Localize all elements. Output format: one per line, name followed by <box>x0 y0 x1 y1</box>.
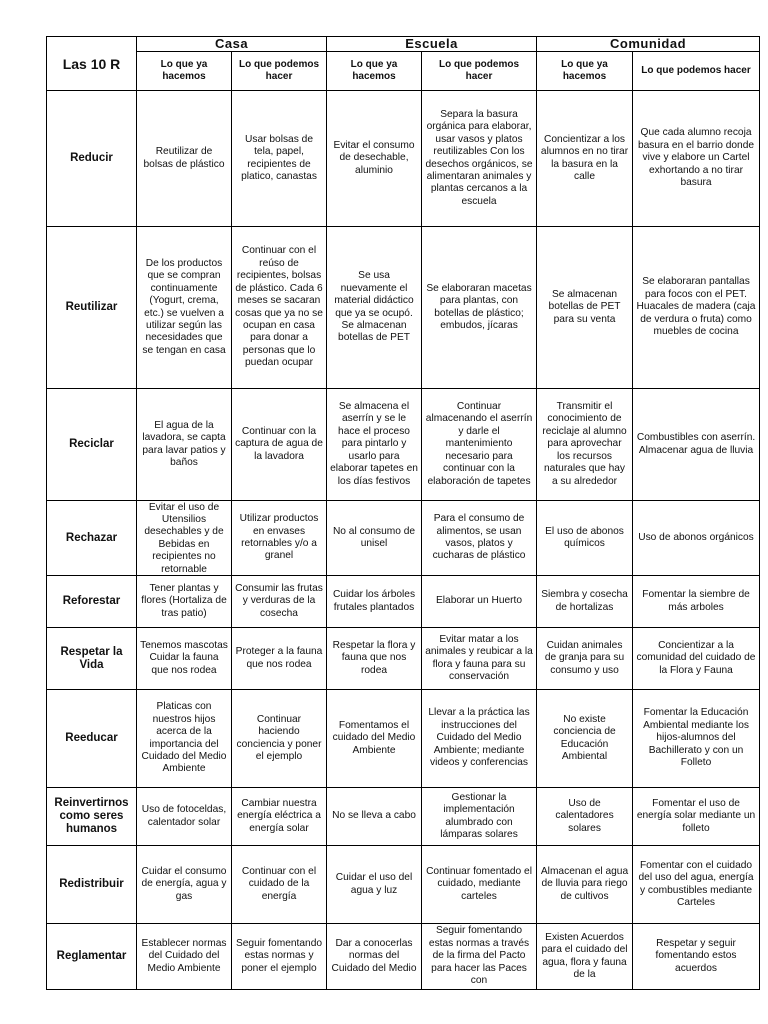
table-cell <box>232 576 327 628</box>
table-cell <box>633 690 760 788</box>
table-cell <box>537 924 633 990</box>
subheader-comunidad-hacemos: Lo que ya hacemos <box>537 52 633 91</box>
cell-text: Combustibles con aserrín. Almacenar agua de lluvia <box>636 432 756 456</box>
table-cell <box>137 690 232 788</box>
cell-text: Se almacenan botellas de PET para su venta <box>548 288 621 325</box>
table-cell <box>422 227 537 389</box>
cell-text: Se usa nuevamente el material didáctico que ya se ocupó. Se almacenan botellas de PET <box>334 270 414 344</box>
group-header-comunidad: Comunidad <box>537 37 760 52</box>
cell-text: Evitar el consumo de desechable, aluminio <box>333 139 415 176</box>
table-cell <box>232 690 327 788</box>
cell-text: Fomentar la siembre de más arboles <box>642 589 750 613</box>
table-cell <box>327 788 422 846</box>
table-cell <box>537 227 633 389</box>
cell-text: El uso de abonos químicos <box>545 525 624 549</box>
cell-text: Llevar a la práctica las instrucciones del Cuidado del Medio Ambiente; mediante videos y conferencias <box>428 707 530 769</box>
cell-text: Se almacena el aserrín y se le hace el proceso para pintarlo y usarlo para elaborar tapetes en los días festivos <box>330 401 418 487</box>
cell-text: Evitar el uso de Utensilios desechables y de Bebidas en recipientes no retornable <box>144 501 224 575</box>
row-label: Reutilizar <box>47 227 137 389</box>
cell-text: Respetar la flora y fauna que nos rodea <box>332 639 416 676</box>
table-row <box>47 227 760 389</box>
cell-text: Uso de abonos orgánicos <box>638 531 754 543</box>
cell-text: Concientizar a la comunidad del cuidado de la Flora y Fauna <box>636 639 756 676</box>
table-cell <box>137 788 232 846</box>
cell-text: Seguir fomentando estas normas a través de la firma del Pacto para hacer las Paces con <box>428 925 530 987</box>
row-label: Reducir <box>47 91 137 227</box>
table-cell <box>422 628 537 690</box>
table-cell <box>327 227 422 389</box>
table-cell <box>232 227 327 389</box>
table-row <box>47 576 760 628</box>
table-cell <box>633 501 760 576</box>
cell-text: Respetar y seguir fomentando estos acuerdos <box>655 937 737 974</box>
group-header-casa: Casa <box>137 37 327 52</box>
table-cell <box>232 501 327 576</box>
cell-text: Uso de calentadores solares <box>555 797 614 834</box>
table-cell <box>537 91 633 227</box>
cell-text: Continuar almacenando el aserrín y darle el mantenimiento necesario para continuar con la elaboración de tapetes <box>425 401 533 487</box>
cell-text: Fomentar con el cuidado del uso del agua, energía y combustibles mediante Carteles <box>638 859 754 908</box>
cell-text: Continuar fomentado el cuidado, mediante carteles <box>426 865 532 902</box>
cell-text: Fomentar el uso de energía solar mediante un folleto <box>636 797 756 834</box>
cell-text: Gestionar la implementación alumbrado con lámparas solares <box>440 791 518 840</box>
row-label: Reinvertirnos como seres humanos <box>47 788 137 846</box>
table-row <box>47 91 760 227</box>
table-cell <box>422 690 537 788</box>
cell-text: Establecer normas del Cuidado del Medio Ambiente <box>141 937 227 974</box>
table-cell <box>232 628 327 690</box>
table-cell <box>422 846 537 924</box>
cell-text: Uso de fotoceldas, calentador solar <box>141 804 227 828</box>
table-cell <box>633 788 760 846</box>
table-cell <box>633 924 760 990</box>
table-row <box>47 690 760 788</box>
corner-title: Las 10 R <box>47 37 137 91</box>
cell-text: Proteger a la fauna que nos rodea <box>235 646 323 670</box>
cell-text: Separa la basura orgánica para elaborar, usar vasos y platos reutilizables Con los desechos orgánicos, se alimentaran animales y plantas cercanos a la escuela <box>425 108 533 207</box>
cell-text: El agua de la lavadora, se capta para lavar patios y baños <box>142 419 226 468</box>
row-label: Redistribuir <box>47 846 137 924</box>
table-row <box>47 628 760 690</box>
cell-text: Tener plantas y flores (Hortaliza de tras patio) <box>141 582 227 619</box>
cell-text: Que cada alumno recoja basura en el barrio donde vive y elabore un Cartel exhortando a no tirar basura <box>637 127 755 189</box>
subheader-comunidad-podemos: Lo que podemos hacer <box>633 52 760 91</box>
table-cell <box>327 924 422 990</box>
table-cell <box>633 628 760 690</box>
subheader-casa-hacemos: Lo que ya hacemos <box>137 52 232 91</box>
table-row <box>47 389 760 501</box>
cell-text: Dar a conocerlas normas del Cuidado del Medio <box>331 937 417 974</box>
cell-text: Se elaboraran pantallas para focos con el PET. Huacales de madera (caja de verdura o fruta) como muebles de cocina <box>636 276 756 338</box>
row-label: Reforestar <box>47 576 137 628</box>
table-cell <box>232 91 327 227</box>
table-cell <box>422 924 537 990</box>
cell-text: No al consumo de unisel <box>332 525 416 549</box>
cell-text: Cuidar el consumo de energía, agua y gas <box>141 865 227 902</box>
cell-text: Cuidan animales de granja para su consumo y uso <box>544 639 625 676</box>
table-cell <box>537 501 633 576</box>
table-cell <box>422 576 537 628</box>
table-cell <box>327 501 422 576</box>
cell-text: Se elaboraran macetas para plantas, con botellas de plástico; embudos, jícaras <box>426 282 532 331</box>
table-cell <box>232 846 327 924</box>
cell-text: Consumir las frutas y verduras de la cosecha <box>235 582 323 619</box>
table-cell <box>137 501 232 576</box>
table-cell <box>633 227 760 389</box>
table-cell <box>537 846 633 924</box>
group-header-escuela: Escuela <box>327 37 537 52</box>
cell-text: Utilizar productos en envases retornables y/o a granel <box>239 513 319 562</box>
table-cell <box>137 628 232 690</box>
table-cell <box>633 576 760 628</box>
table-cell <box>537 788 633 846</box>
las-10-r-table <box>46 36 760 990</box>
cell-text: Almacenan el agua de lluvia para riego de cultivos <box>540 865 629 902</box>
table-cell <box>327 628 422 690</box>
row-label: Reciclar <box>47 389 137 501</box>
table-cell <box>422 501 537 576</box>
row-label: Rechazar <box>47 501 137 576</box>
cell-text: Continuar con la captura de agua de la lavadora <box>235 425 323 462</box>
table-cell <box>422 91 537 227</box>
cell-text: De los productos que se compran continuamente (Yogurt, crema, etc.) se vuelven a utilizar según las necesidades que se tengan en casa <box>142 257 226 356</box>
table-cell <box>327 690 422 788</box>
table-cell <box>137 924 232 990</box>
table-cell <box>137 389 232 501</box>
table-cell <box>137 227 232 389</box>
cell-text: No se lleva a cabo <box>332 810 416 822</box>
cell-text: Platicas con nuestros hijos acerca de la importancia del Cuidado del Medio Ambiente <box>141 701 227 775</box>
row-label: Respetar la Vida <box>47 628 137 690</box>
cell-text: Siembra y cosecha de hortalizas <box>541 589 628 613</box>
subheader-casa-podemos: Lo que podemos hacer <box>232 52 327 91</box>
table-cell <box>327 576 422 628</box>
table-cell <box>633 846 760 924</box>
table-row <box>47 924 760 990</box>
table-header <box>47 37 760 91</box>
cell-text: Usar bolsas de tela, papel, recipientes de platico, canastas <box>241 133 317 182</box>
table-cell <box>422 389 537 501</box>
cell-text: Cambiar nuestra energía eléctrica a energía solar <box>237 797 321 834</box>
cell-text: Evitar matar a los animales y reubicar a la flora y fauna para su conservación <box>425 633 533 682</box>
cell-text: Elaborar un Huerto <box>435 595 523 607</box>
table-cell <box>537 628 633 690</box>
cell-text: Reutilizar de bolsas de plástico <box>143 146 225 170</box>
cell-text: Transmitir el conocimiento de reciclaje al alumno para aprovechar los recursos naturales que hay a su alrededor <box>542 401 627 487</box>
cell-text: Fomentamos el cuidado del Medio Ambiente <box>332 719 416 756</box>
cell-text: Cuidar el uso del agua y luz <box>335 872 413 896</box>
table-cell <box>232 788 327 846</box>
cell-text: Seguir fomentando estas normas y poner el ejemplo <box>235 937 323 974</box>
table-cell <box>633 389 760 501</box>
row-label: Reeducar <box>47 690 137 788</box>
table-cell <box>537 389 633 501</box>
cell-text: Para el consumo de alimentos, se usan vasos, platos y cucharas de plástico <box>432 513 526 562</box>
table-cell <box>232 389 327 501</box>
table-cell <box>232 924 327 990</box>
table-row <box>47 501 760 576</box>
table-cell <box>137 576 232 628</box>
table-cell <box>537 576 633 628</box>
table-cell <box>537 690 633 788</box>
table-cell <box>327 389 422 501</box>
subheader-escuela-podemos: Lo que podemos hacer <box>422 52 537 91</box>
cell-text: Continuar haciendo conciencia y poner el ejemplo <box>236 713 322 762</box>
cell-text: Cuidar los árboles frutales plantados <box>332 589 416 613</box>
cell-text: Concientizar a los alumnos en no tirar la basura en la calle <box>540 133 629 182</box>
table-cell <box>137 91 232 227</box>
table-cell <box>327 91 422 227</box>
cell-text: Continuar con el cuidado de la energía <box>241 865 317 902</box>
table-body <box>47 91 760 990</box>
cell-text: Tenemos mascotas Cuidar la fauna que nos rodea <box>140 639 228 676</box>
table-cell <box>327 846 422 924</box>
cell-text: Fomentar la Educación Ambiental mediante los hijos-alumnos del Bachillerato y con un Folleto <box>643 707 749 769</box>
cell-text: No existe conciencia de Educación Ambiental <box>553 713 616 762</box>
table-row <box>47 846 760 924</box>
table-cell <box>422 788 537 846</box>
subheader-escuela-hacemos: Lo que ya hacemos <box>327 52 422 91</box>
table-cell <box>633 91 760 227</box>
row-label: Reglamentar <box>47 924 137 990</box>
cell-text: Continuar con el reúso de recipientes, bolsas de plástico. Cada 6 meses se sacaran cosas que ya no se ocupan en casa para donar a personas que lo puedan ocupar <box>235 245 323 369</box>
cell-text: Existen Acuerdos para el cuidado del agua, flora y fauna de la <box>541 931 628 980</box>
table-row <box>47 788 760 846</box>
table-cell <box>137 846 232 924</box>
